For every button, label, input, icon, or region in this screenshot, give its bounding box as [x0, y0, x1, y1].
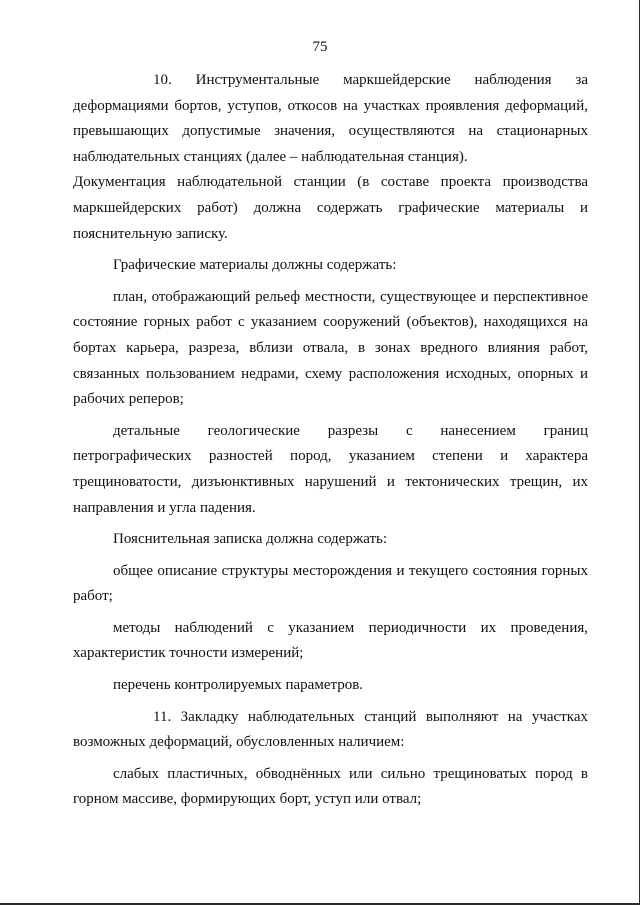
- item-11-subitem: слабых пластичных, обводнённых или сильно трещиноватых пород в горном массиве, формирующих борт, уступ или отвал;: [73, 765, 588, 808]
- paragraph-item-11: [73, 705, 588, 756]
- note-heading: Пояснительная записка должна содержать:: [113, 531, 388, 548]
- page-number: 75: [312, 39, 328, 55]
- item-text: Закладку наблюдательных станций выполняют на участках возможных деформаций, обусловленных наличием:: [73, 708, 588, 751]
- graphic-materials-heading: Графические материалы должны содержать:: [113, 257, 397, 274]
- paragraph-item-10: [73, 68, 588, 170]
- graphic-item-plan: план, отображающий рельеф местности, существующее и перспективное состояние горных работ с указанием сооружений (объектов), находящихся на бортах карьера, разреза, вблизи отвала, в зонах вредного влияния работ, связанных пользованием недрами, схему расположения исходных, опорных и рабочих реперов;: [73, 288, 588, 408]
- item-number: 10.: [153, 72, 172, 88]
- item-text: Инструментальные маркшейдерские наблюдения за деформациями бортов, уступов, откосов на участках проявления деформаций, превышающих допустимые значения, осуществляются на стационарных наблюдательных станциях (далее – наблюдательная станция).: [73, 72, 588, 165]
- note-item-parameters: перечень контролируемых параметров.: [113, 677, 364, 694]
- note-item-methods: методы наблюдений с указанием периодичности их проведения, характеристик точности измерений;: [73, 619, 588, 662]
- paragraph-documentation: Документация наблюдательной станции (в составе проекта производства маркшейдерских работ) должна содержать графические материалы и пояснительную записку.: [73, 174, 588, 242]
- document-body: [73, 68, 588, 813]
- note-item-description: общее описание структуры месторождения и текущего состояния горных работ;: [73, 562, 588, 605]
- graphic-item-sections: детальные геологические разрезы с нанесением границ петрографических разностей пород, указанием степени и характера трещиноватости, дизъюнктивных нарушений и тектонических трещин, их направления и угла падения.: [73, 422, 588, 516]
- item-number: 11.: [153, 708, 172, 725]
